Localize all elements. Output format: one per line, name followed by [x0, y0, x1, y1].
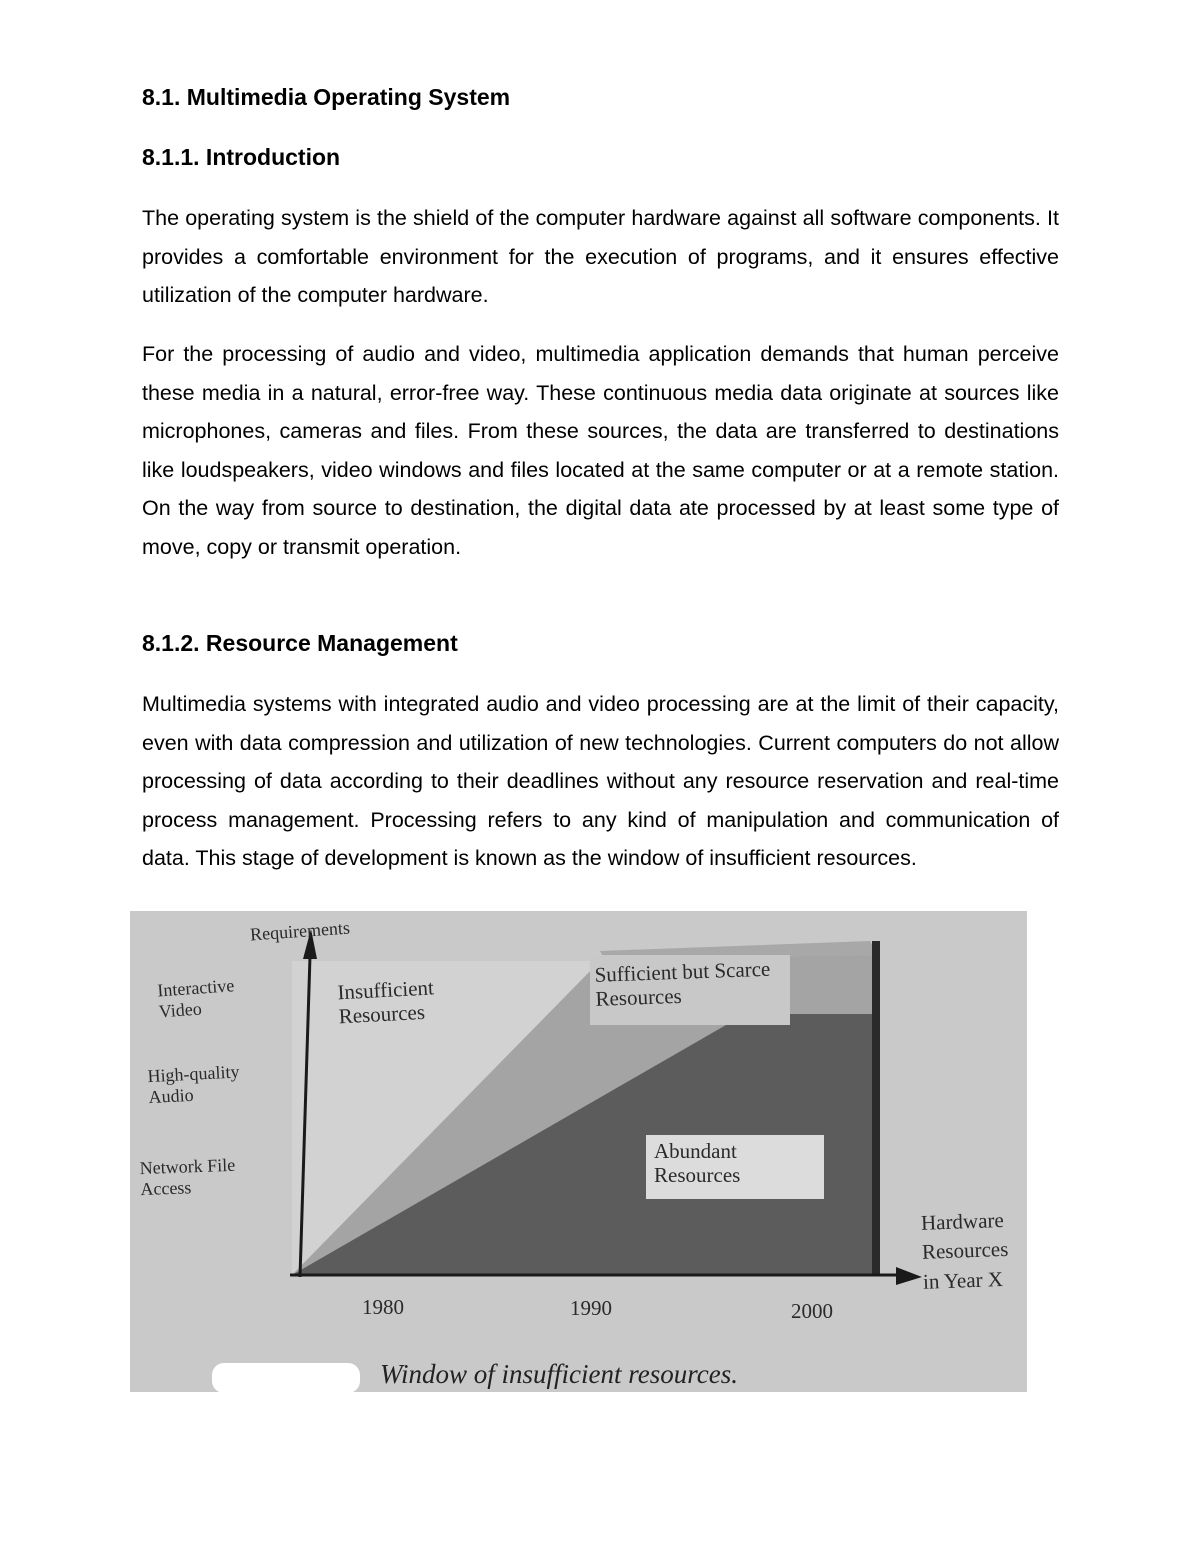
x-axis-arrow [896, 1267, 922, 1285]
x-tick-2000: 2000 [791, 1299, 833, 1323]
level-network-file-access: Network File Access [139, 1154, 236, 1199]
right-edge [872, 941, 880, 1275]
x-axis-label: Hardware Resources in Year X [920, 1207, 1009, 1294]
y-axis-label: Requirements [249, 917, 351, 945]
subsection-heading-resource-management: 8.1.2. Resource Management [142, 630, 458, 656]
level-high-quality-audio: High-quality Audio [146, 1061, 240, 1107]
level-interactive-video: Interactive Video [156, 975, 235, 1022]
intro-paragraph-2: For the processing of audio and video, multimedia application demands that human perceive these media in a natural, error-free way. These continuous media data originate at sources like microphones, cameras and files. From these sources, the data are transferred to destinations like loudspeakers, video windows and files located at the same computer or at a remote station. On the way from source to destination, the digital data ate processed by at least some type of move, copy or transmit operation. [142, 342, 1059, 559]
redaction-mark [212, 1363, 360, 1392]
x-tick-1990: 1990 [570, 1296, 612, 1320]
x-tick-1980: 1980 [362, 1295, 404, 1319]
resource-paragraph: Multimedia systems with integrated audio and video processing are at the limit of their capacity, even with data compression and utilization of new technologies. Current computers do not allow processing of data according to their deadlines without any resource reservation and real-time process management. Processing refers to any kind of manipulation and communication of data. This stage of development is known as the window of insufficient resources. [142, 692, 1059, 871]
subsection-heading-introduction: 8.1.1. Introduction [142, 144, 341, 170]
sufficient-resources-label: Sufficient but Scarce Resources [594, 956, 771, 1011]
abundant-resources-label: Abundant Resources [654, 1139, 741, 1188]
resource-window-figure [130, 911, 1027, 1392]
insufficient-resources-label: Insufficient Resources [336, 975, 435, 1029]
intro-paragraph-1: The operating system is the shield of the computer hardware against all software components. It provides a comfortable environment for the execution of programs, and it ensures effective utilization of the computer hardware. [142, 206, 1059, 308]
section-heading: 8.1. Multimedia Operating System [142, 84, 511, 110]
figure-caption: Window of insufficient resources. [380, 1359, 738, 1389]
